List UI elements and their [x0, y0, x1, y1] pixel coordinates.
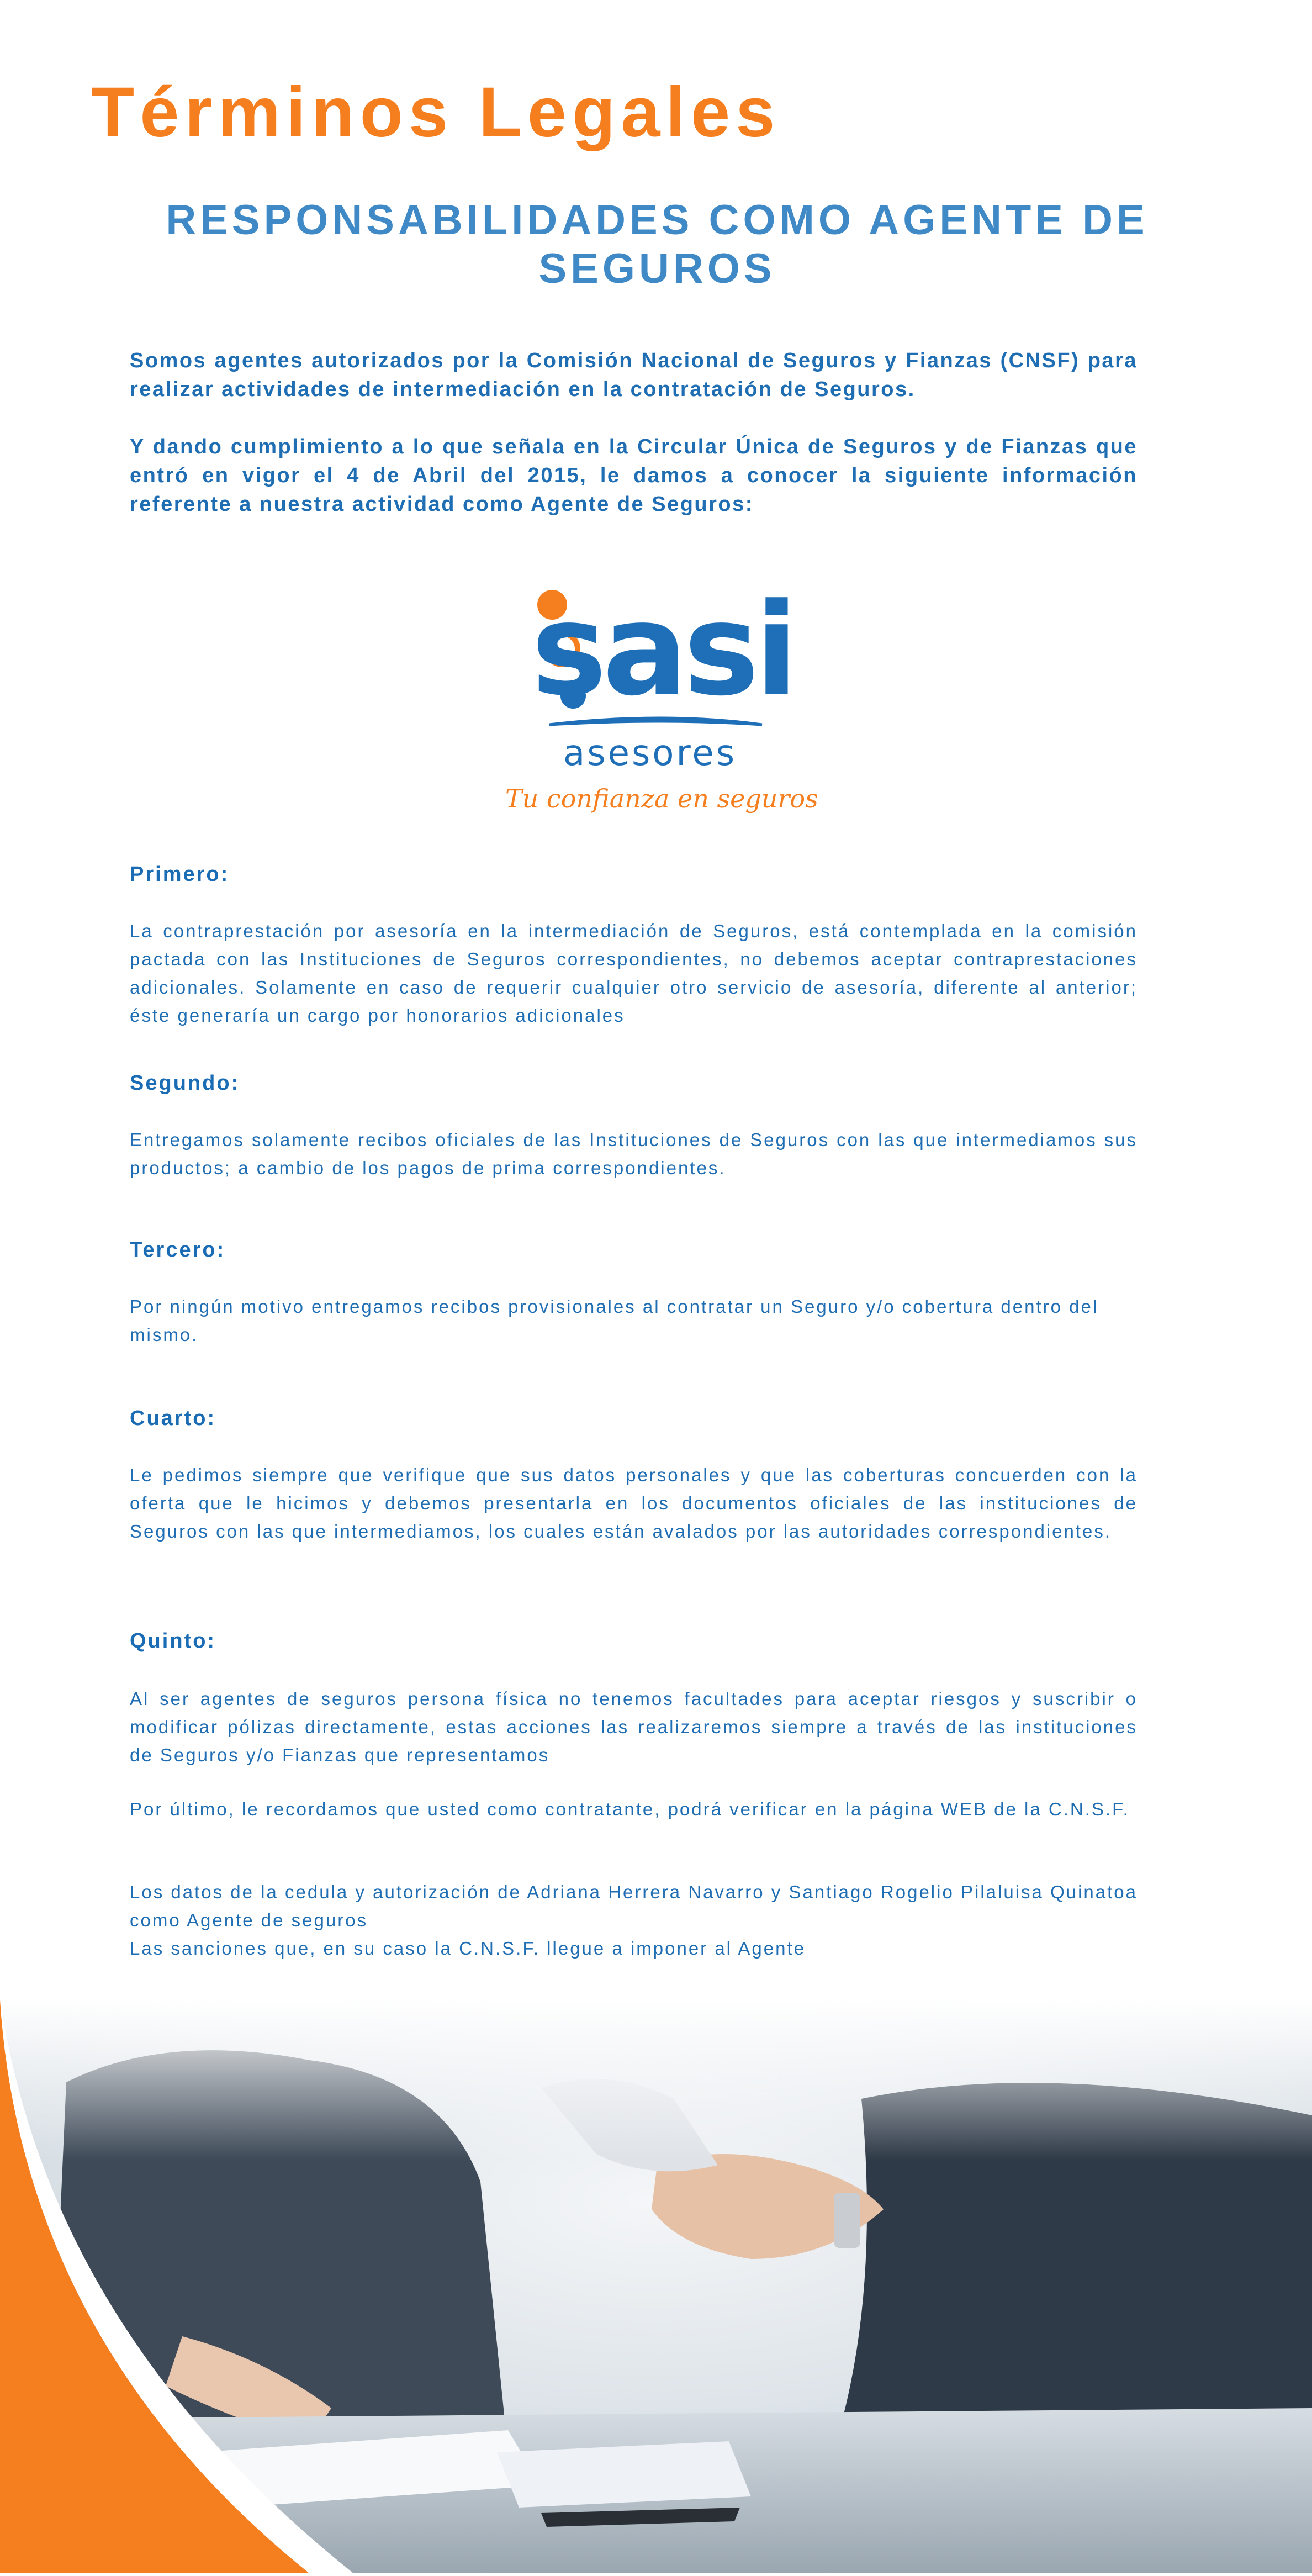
heading-quinto: Quinto:: [130, 1629, 216, 1653]
intro-paragraph-2: Y dando cumplimiento a lo que señala en la Circular Única de Seguros y de Fianzas que entró en vigor el 4 de Abril del 2015, le damos a conocer la siguiente información referente a nuestra actividad como Agente de Seguros:: [130, 435, 1138, 516]
paragraph-data-line: Los datos de la cedula y autorización de Adriana Herrera Navarro y Santiago Rogelio Pilaluisa Quinatoa como Agente de seguros: [130, 1882, 1138, 1930]
paragraph-quinto: Al ser agentes de seguros persona física no tenemos facultades para aceptar riesgos y suscribir o modificar pólizas directamente, estas acciones las realizaremos siempre a través de las instituciones de Seguros y/o Fianzas que representamos: [130, 1688, 1138, 1765]
paragraph-tercero: Por ningún motivo entregamos recibos provisionales al contratar un Seguro y/o cobertura dentro del mismo.: [130, 1296, 1099, 1345]
heading-primero: Primero:: [130, 863, 230, 886]
sasi-logo-graphic: [497, 580, 817, 823]
paragraph-cuarto: Le pedimos siempre que verifique que sus datos personales y que las coberturas concuerden con la oferta que le hicimos y debemos presentarla en los documentos oficiales de las instituciones de Seguros con las que intermediamos, los cuales están avalados por las autoridades correspondientes.: [130, 1465, 1138, 1542]
logo-brand-text: sasi: [531, 580, 794, 724]
heading-tercero: Tercero:: [130, 1238, 226, 1261]
logo-tagline: Tu confianza en seguros: [505, 784, 817, 814]
page-title: Términos Legales: [91, 73, 781, 152]
paragraph-sanctions-line: Las sanciones que, en su caso la C.N.S.F. llegue a imponer al Agente: [130, 1938, 806, 1959]
heading-cuarto: Cuarto:: [130, 1407, 216, 1430]
section-title: RESPONSABILIDADES COMO AGENTE DE SEGUROS: [166, 197, 1149, 292]
logo-subtitle: asesores: [563, 733, 737, 774]
paragraph-verify: Por último, le recordamos que usted como contratante, podrá verificar en la página WEB de la C.N.S.F.: [130, 1799, 1130, 1819]
sasi-logo: [497, 580, 817, 823]
heading-segundo: Segundo:: [130, 1071, 240, 1095]
handshake-photo: [0, 1999, 1312, 2573]
intro-paragraph-1: Somos agentes autorizados por la Comisión Nacional de Seguros y Fianzas (CNSF) para realizar actividades de intermediación en la contratación de Seguros.: [130, 349, 1138, 401]
paragraph-primero: La contraprestación por asesoría en la intermediación de Seguros, está contemplada en la comisión pactada con las Instituciones de Seguros correspondientes, no debemos aceptar contraprestaciones adicionales. Solamente en caso de requerir cualquier otro servicio de asesoría, diferente al anterior; éste generaría un cargo por honorarios adicionales: [130, 921, 1138, 1026]
paragraph-segundo: Entregamos solamente recibos oficiales de las Instituciones de Seguros con las que intermediamos sus productos; a cambio de los pagos de prima correspondientes.: [130, 1129, 1138, 1178]
